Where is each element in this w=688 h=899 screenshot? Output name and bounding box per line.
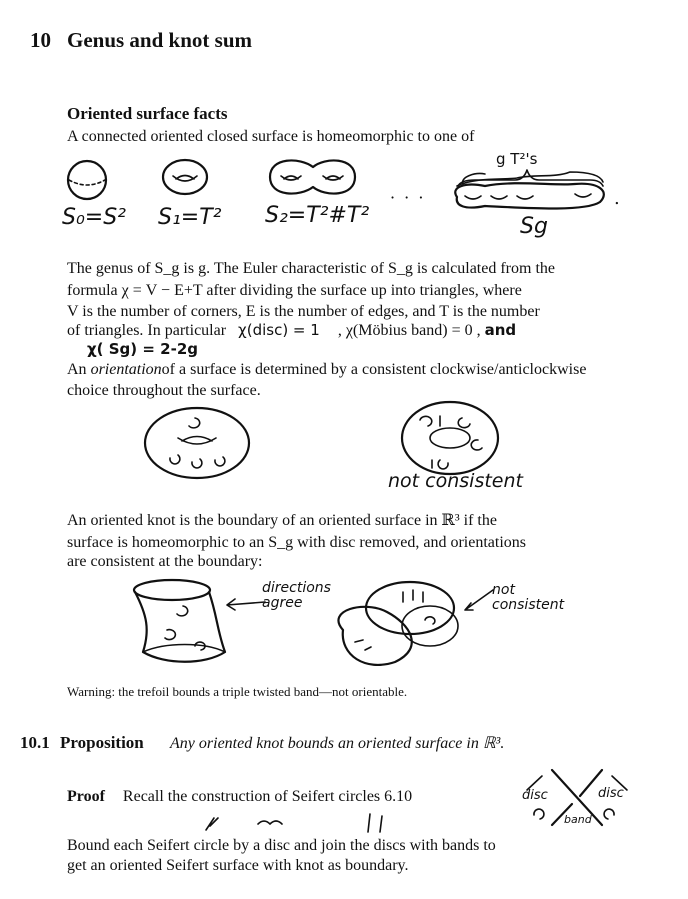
label-sg: Sg	[520, 214, 548, 239]
intro-line: A connected oriented closed surface is homeomorphic to one of	[67, 128, 475, 145]
consistent-torus	[145, 408, 249, 478]
proposition-label: Proposition	[60, 733, 144, 752]
proof-line-2: Bound each Seifert circle by a disc and join the discs with bands to	[67, 837, 496, 854]
orientation-line-2: choice throughout the surface.	[67, 382, 261, 399]
twisted-surface-drawing	[338, 582, 458, 665]
euler-sg: χ( Sg) = 2-2g	[87, 340, 198, 358]
proposition	[20, 733, 504, 753]
euler-disc: χ(disc) = 1	[238, 321, 320, 339]
not-consistent-label-1: not consistent	[388, 470, 523, 492]
warning-text: Warning: the trefoil bounds a triple twisted band—not orientable.	[67, 684, 408, 699]
orientation-line-1	[67, 360, 586, 380]
proposition-statement: Any oriented knot bounds an oriented surface in ℝ³.	[170, 735, 505, 752]
label-s1: S₁=T²	[158, 205, 222, 230]
proof-text-1: Recall the construction of Seifert circles 6.10	[122, 788, 413, 805]
surfaces-figure	[55, 142, 635, 247]
double-torus-drawing	[270, 160, 355, 193]
directions-agree-label: directions agree	[262, 580, 331, 611]
genus-line-1: The genus of S_g is g. The Euler characteristic of S_g is calculated from the	[67, 260, 555, 277]
ellipsis-dots: · · ·	[390, 188, 426, 207]
proof-line-1	[67, 788, 412, 806]
cylinder-drawing	[134, 580, 225, 662]
genus-g-drawing	[455, 172, 604, 209]
orientation-line-1a: An	[67, 361, 91, 378]
subsection-heading: Oriented surface facts	[67, 104, 228, 123]
label-g-tori: g T²'s	[496, 150, 538, 168]
section-number: 10	[30, 28, 51, 52]
and-word: and	[484, 321, 517, 339]
genus-line-3: V is the number of corners, E is the number of edges, and T is the number	[67, 303, 540, 320]
sphere-drawing	[68, 161, 106, 199]
section-title	[30, 28, 252, 53]
seifert-arrows	[198, 808, 418, 838]
knot-line-3: are consistent at the boundary:	[67, 553, 263, 570]
genus-line-4a: of triangles. In particular	[67, 322, 227, 339]
disc-label-left: disc	[522, 788, 548, 803]
knot-line-2: surface is homeomorphic to an S_g with disc removed, and orientations	[67, 534, 527, 551]
orientation-line-1c: of a surface is determined by a consistent clockwise/anticlockwise	[161, 361, 587, 378]
band-label: band	[564, 813, 592, 826]
proposition-number: 10.1	[20, 733, 50, 752]
arrow-directions	[227, 599, 265, 610]
disc-label-right: disc	[598, 786, 624, 801]
not-consistent-label-2: not consistent	[492, 582, 565, 613]
section-title-text: Genus and knot sum	[67, 28, 252, 52]
arrow-not-consistent	[465, 590, 493, 610]
torus-drawing	[163, 160, 207, 194]
label-s0: S₀=S²	[62, 205, 127, 230]
label-s2: S₂=T²#T²	[265, 203, 370, 228]
inconsistent-torus	[402, 402, 498, 474]
knot-line-1: An oriented knot is the boundary of an oriented surface in ℝ³ if the	[67, 512, 497, 529]
orientation-term: orientation	[90, 361, 162, 378]
genus-line-2: formula χ = V − E+T after dividing the surface up into triangles, where	[67, 282, 522, 299]
proof-line-3: get an oriented Seifert surface with knot as boundary.	[67, 857, 409, 874]
euler-mobius: , χ(Möbius band) = 0 ,	[337, 322, 481, 339]
proof-label: Proof	[67, 788, 105, 805]
period: .	[614, 188, 620, 209]
genus-line-4	[67, 321, 516, 341]
